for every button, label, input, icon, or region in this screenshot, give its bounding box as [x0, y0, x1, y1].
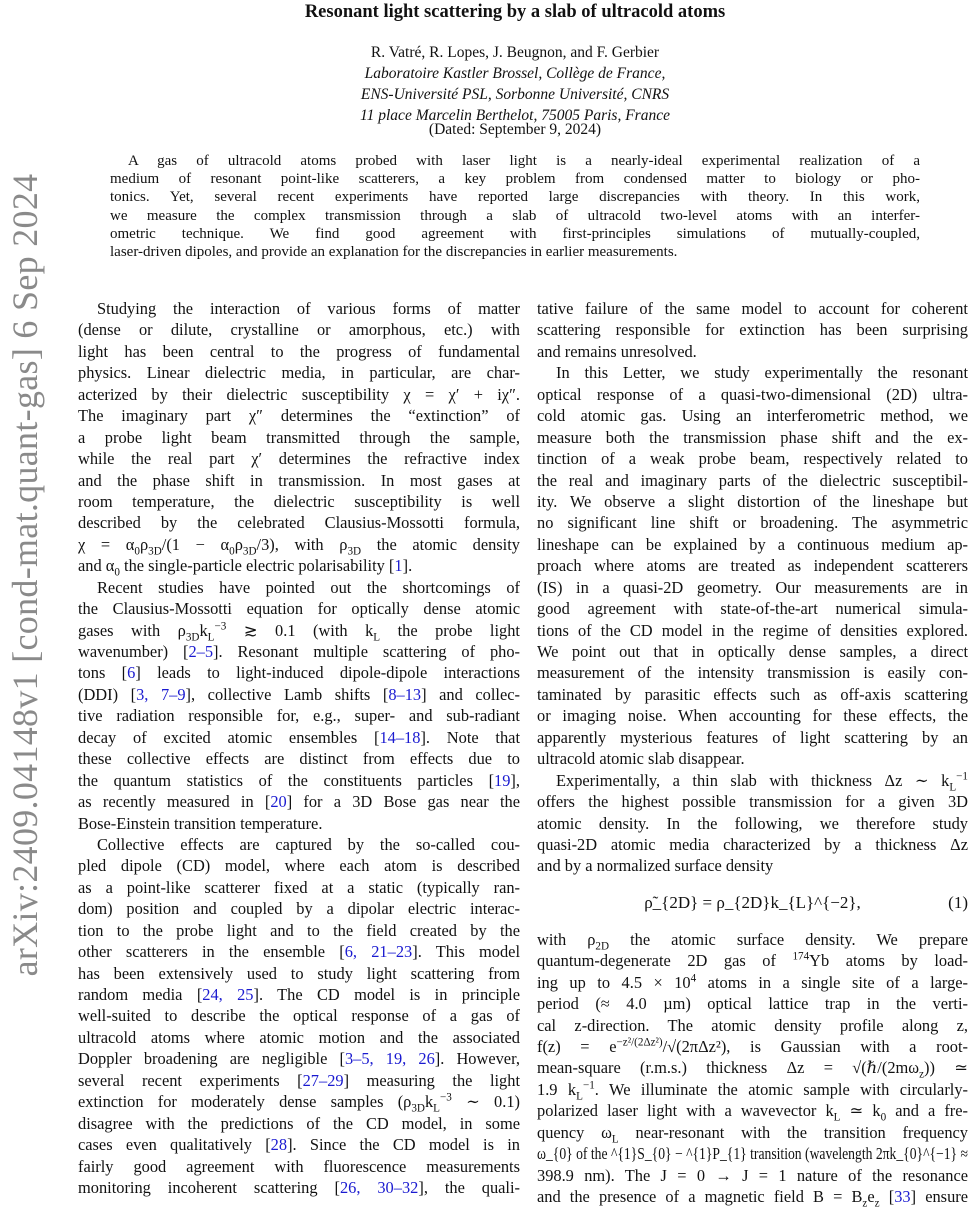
citation-link[interactable]: 3, 7–9: [136, 684, 186, 704]
text-line: extinction for moderately dense samples ($\rho_{3D}k_L^{-3}$ ∼ 0.1): [78, 1091, 520, 1115]
authors: R. Vatré, R. Lopes, J. Beugnon, and F. Gerbier: [370, 44, 660, 61]
text-line: scattering responsible for extinction has been surprising: [537, 320, 968, 340]
text-line: as a point-like scatterer fixed at a static (typically ran-: [78, 877, 520, 897]
equation: [537, 877, 968, 929]
text-line: (dense or dilute, crystalline or amorphous, etc.) with: [78, 320, 520, 340]
text-line: fairly good agreement with fluorescence measurements: [78, 1156, 520, 1176]
text-line: these collective effects are distinct from effects due to: [78, 749, 520, 769]
paragraph: [78, 298, 520, 577]
text-line: as recently measured in [20] for a 3D Bose gas near the: [78, 792, 520, 812]
text-line: mean-square (r.m.s.) thickness $\Delta z = √(\hbar/(2m\omega_z))$ ≃: [537, 1058, 968, 1081]
text-line: and the phase shift in transmission. In most gases at: [78, 470, 520, 490]
text-line: tinction of a weak probe beam, respectively related to: [537, 449, 968, 469]
text-line: optical response of a quasi-two-dimensional (2D) ultra-: [537, 384, 968, 404]
text-line: ultracold atoms where atomic motion and the associated: [78, 1027, 520, 1047]
paper-title: Resonant light scattering by a slab of ultracold atoms: [304, 2, 726, 22]
text-line: physics. Linear dielectric media, in particular, are char-: [78, 363, 520, 383]
text-line: Doppler broadening are negligible [3–5, 19, 26]. However,: [78, 1049, 520, 1069]
paragraph: [78, 834, 520, 1198]
text-line: laser-driven dipoles, and provide an explanation for the discrepancies in earlier measurements.: [110, 243, 678, 260]
text-line: ity. We observe a slight distortion of the lineshape but: [537, 491, 968, 511]
citation-link[interactable]: 20: [270, 792, 287, 812]
text-line: ing up to $4.5 \times 10^4$ atoms in a single site of a large-: [537, 972, 968, 992]
text-line: Studying the interaction of various forms of matter: [97, 299, 520, 318]
text-line: Experimentally, a thin slab with thickness Δz ∼ $k_L^{-1}$: [556, 770, 968, 793]
text-line: 398.9 nm). The J = 0 → J = 1 nature of the resonance: [537, 1165, 968, 1185]
text-line: monitoring incoherent scattering [26, 30–32], the quali-: [78, 1177, 520, 1197]
text-line: quency $\omega_L$ near-resonant with the transition frequency: [537, 1122, 968, 1146]
paragraph: [78, 577, 520, 834]
text-line: $f(z) = e^{-z^2/(2\Delta z^2)}/√(2\pi\Delta z^2)$, is Gaussian with a root-: [537, 1036, 968, 1056]
text-line: We point out that in optically dense samples, a direct: [537, 642, 968, 661]
text-line: proach where atoms are treated as independent scatterers: [537, 556, 968, 576]
citation-link[interactable]: 6, 21–23: [344, 942, 413, 962]
paragraph: [537, 929, 968, 1208]
text-line: the quantum statistics of the constituents particles [19],: [78, 770, 520, 790]
text-line: described by the celebrated Clausius-Mossotti formula,: [78, 513, 520, 533]
text-line: quasi-2D atomic media characterized by a thickness Δz: [537, 834, 968, 854]
text-line: apparently mysterious features of light scattering by an: [537, 727, 968, 747]
text-line: a probe light beam transmitted through the sample,: [78, 427, 520, 447]
text-line: gases with $\rho_{3D}k_L^{-3}$ ≳ 0.1 (with $k_L$ the probe light: [78, 620, 520, 643]
text-line: tative failure of the same model to account for coherent: [537, 299, 968, 318]
text-line: lineshape can be explained by a continuous medium ap-: [537, 534, 968, 554]
abstract: [110, 152, 920, 261]
text-line: the Clausius-Mossotti equation for optically dense atomic: [78, 599, 520, 619]
citation-link[interactable]: 33: [894, 1187, 911, 1207]
text-line: light has been central to the progress of fundamental: [78, 341, 520, 361]
text-line: random media [24, 25]. The CD model is in principle: [78, 985, 521, 1004]
text-line: disagree with the predictions of the CD model, in some: [78, 1113, 520, 1133]
equation-body: ρ̃_{2D} = ρ_{2D}k_{L}^{−2},: [644, 892, 861, 912]
citation-link[interactable]: 6: [127, 663, 136, 683]
text-line: Collective effects are captured by the so-called cou-: [97, 834, 520, 854]
text-line: quantum-degenerate 2D gas of $^{174}$Yb atoms by load-: [537, 950, 969, 971]
affiliation-line: ENS-Université PSL, Sorbonne Université, CNRS: [360, 86, 670, 103]
text-line: good agreement with state-of-the-art numerical simula-: [537, 599, 968, 619]
affiliation-line: Laboratoire Kastler Brossel, Collège de France,: [364, 65, 666, 82]
text-line: several recent experiments [27–29] measuring the light: [78, 1070, 520, 1090]
citation-link[interactable]: 8–13: [388, 684, 422, 704]
text-line: with $\rho_{2D}$ the atomic surface density. We prepare: [537, 929, 968, 953]
text-line: other scatterers in the ensemble [6, 21–23]. This model: [78, 942, 521, 962]
citation-link[interactable]: 26, 30–32: [339, 1177, 419, 1197]
text-line: taminated by parasitic effects such as off-axis scattering: [537, 684, 968, 704]
text-line: tons [6] leads to light-induced dipole-dipole interactions: [78, 663, 521, 683]
text-line: while the real part χ′ determines the refractive index: [78, 449, 520, 469]
text-line: has been extensively used to study light scattering from: [78, 963, 520, 983]
text-line: tive radiation responsible for, e.g., super- and sub-radiant: [78, 706, 520, 726]
text-line: 1.9 $k_L^{-1}$. We illuminate the atomic sample with circularly-: [537, 1079, 968, 1103]
text-line: tonics. Yet, several recent experiments have reported large discrepancies with theory. In this work,: [110, 189, 920, 206]
text-line: ultracold atomic slab disappear.: [537, 749, 745, 769]
text-line: measure both the transmission phase shift and the ex-: [537, 427, 968, 447]
text-line: decay of excited atomic ensembles [14–18]. Note that: [78, 727, 521, 747]
citation-link[interactable]: 28: [270, 1135, 288, 1155]
paragraph: [537, 298, 968, 362]
text-line: room temperature, the dielectric susceptibility is well: [78, 491, 520, 511]
text-line: wavenumber) [2–5]. Resonant multiple scattering of pho-: [78, 642, 520, 661]
text-line: ometric technique. We find good agreement with first-principles simulations of mutually-coupled,: [110, 225, 920, 242]
citation-link[interactable]: 3–5, 19, 26: [344, 1049, 435, 1069]
text-line: tion to the probe light and to the field created by the: [78, 920, 520, 940]
text-line: cold atomic gas. Using an interferometric method, we: [537, 406, 968, 426]
affiliation-line: 11 place Marcelin Berthelot, 75005 Paris, France: [360, 107, 670, 124]
text-line: (IS) in a quasi-2D geometry. Our measurements are in: [537, 577, 968, 597]
text-line: the real and imaginary parts of the dielectric susceptibil-: [537, 470, 968, 490]
right-column: [537, 298, 968, 1208]
text-line: and the presence of a magnetic field $B = B_ze_z$ [33] ensure: [537, 1187, 968, 1209]
text-line: and remains unresolved.: [537, 341, 697, 361]
arxiv-watermark: arXiv:2409.04148v1 [cond-mat.quant-gas] 6 Sep 2024: [5, 173, 45, 977]
paragraph: [537, 770, 968, 877]
text-line: In this Letter, we study experimentally the resonant: [556, 363, 968, 383]
text-line: no significant line shift or broadening. The asymmetric: [537, 513, 968, 533]
citation-link[interactable]: 27–29: [302, 1070, 344, 1090]
equation-number: (1): [948, 892, 968, 912]
text-line: we measure the complex transmission through a slab of ultracold two-level atoms with an interfer-: [110, 207, 920, 224]
text-line: $\chi = \alpha_0\rho_{3D}/(1 - \alpha_0\rho_{3D}/3)$, with $\rho_{3D}$ the atomic density: [78, 534, 520, 558]
citation-link[interactable]: 19: [494, 770, 511, 790]
date-line: (Dated: September 9, 2024): [428, 121, 602, 138]
text-line: ω_{0} of the ^{1}S_{0} − ^{1}P_{1} transition (wavelength 2πk_{0}^{−1} ≈: [537, 1144, 968, 1164]
text-line: cal z-direction. The atomic density profile along z,: [537, 1015, 968, 1035]
text-line: and $\alpha_0$ the single-particle electric polarisability [1].: [78, 556, 413, 579]
text-line: dom) position and coupled by a dipolar electric interac-: [78, 899, 520, 919]
citation-link[interactable]: 2–5: [188, 642, 214, 661]
citation-link[interactable]: 1: [394, 556, 403, 576]
text-line: well-suited to describe the optical response of a gas of: [78, 1006, 520, 1026]
text-line: offers the highest possible transmission for a given 3D: [537, 792, 968, 812]
text-line: (DDI) [3, 7–9], collective Lamb shifts [8–13] and collec-: [78, 684, 520, 704]
citation-link[interactable]: 24, 25: [202, 985, 254, 1004]
text-line: period (≈ 4.0 µm) optical lattice trap in the verti-: [537, 994, 968, 1014]
text-line: measurement of the intensity transmission is easily con-: [537, 663, 968, 683]
text-line: or imaging noise. When accounting for these effects, the: [537, 706, 968, 726]
text-line: polarized laser light with a wavevector $k_L$ ≃ $k_0$ and a fre-: [537, 1101, 968, 1124]
text-line: pled dipole (CD) model, where each atom is described: [78, 856, 520, 876]
text-line: Bose-Einstein transition temperature.: [78, 813, 323, 833]
text-line: atomic density. In the following, we therefore study: [537, 813, 968, 833]
text-line: tions of the CD model in the regime of densities explored.: [537, 620, 968, 640]
text-line: and by a normalized surface density: [537, 856, 774, 876]
text-line: Recent studies have pointed out the shortcomings of: [97, 577, 520, 597]
paragraph: [537, 362, 968, 769]
citation-link[interactable]: 14–18: [379, 727, 421, 747]
text-line: acterized by their dielectric susceptibility χ = χ′ + iχ″.: [78, 384, 520, 404]
text-line: cases even qualitatively [28]. Since the CD model is in: [78, 1135, 520, 1155]
left-column: [78, 298, 520, 1198]
text-line: A gas of ultracold atoms probed with laser light is a nearly-ideal experimental realization of a: [128, 153, 920, 169]
text-line: medium of resonant point-like scatterers, a key problem from condensed matter to biology or pho-: [110, 171, 920, 188]
text-line: The imaginary part χ″ determines the “extinction” of: [78, 406, 520, 426]
